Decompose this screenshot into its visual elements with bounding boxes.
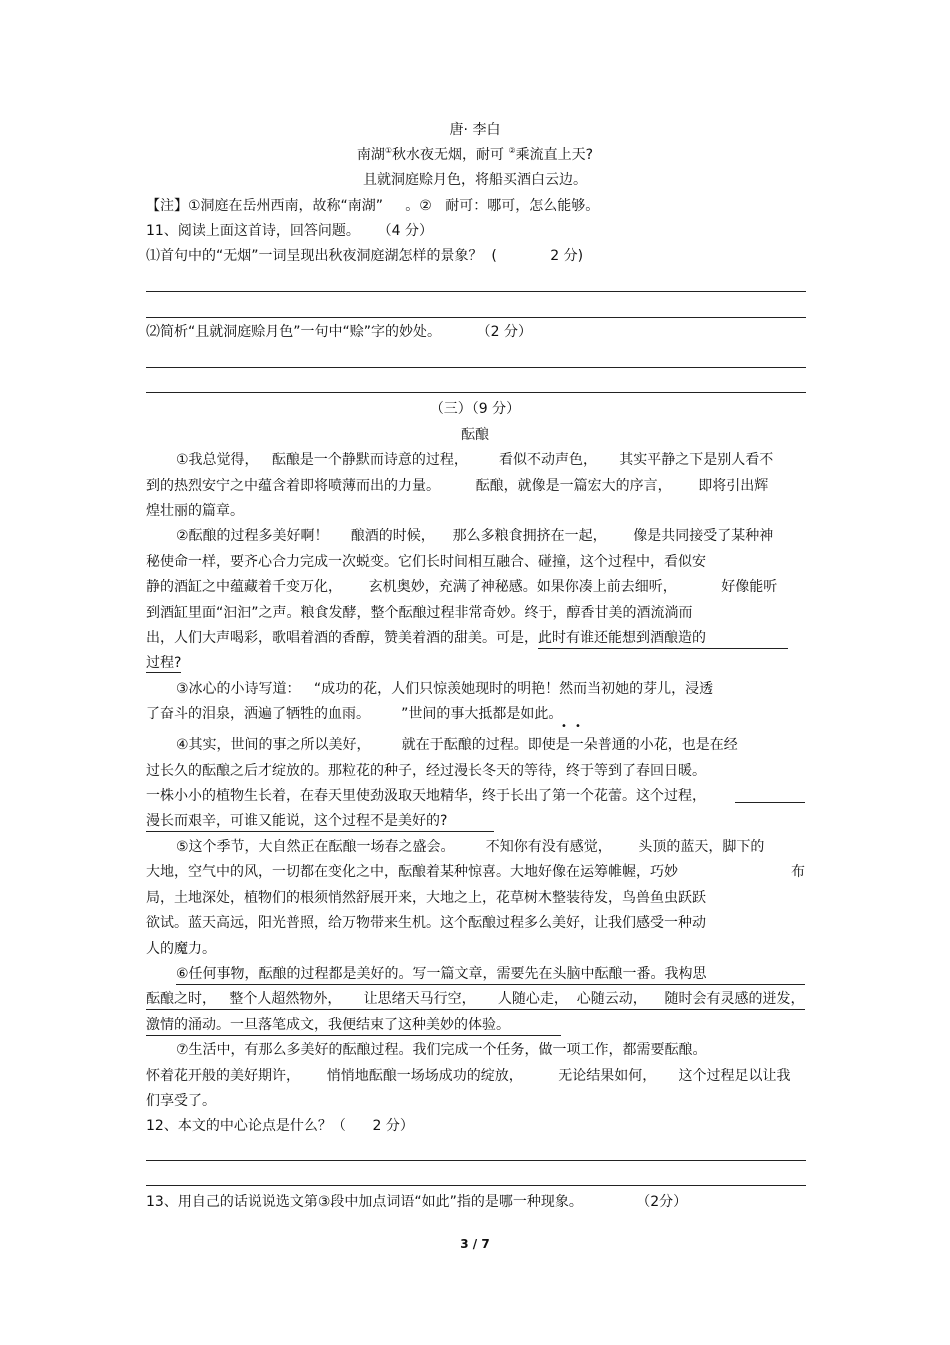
essay-line: [146, 654, 181, 672]
essay-line: ⑦生活中，有那么多美好的酝酿过程。我们完成一个任务，做一项工作，都需要酝酿。: [176, 1042, 707, 1058]
underlined-phrase: 酝酿之时， 整个人超然物外， 让思绪天马行空， 人随心走， 心随云动， 随时会有灵感的迸发，: [146, 990, 805, 1010]
emphasis-dot: •: [575, 721, 581, 732]
section-heading: （三）（9 分）: [429, 401, 521, 417]
essay-line: 到的热烈安宁之中蕴含着即将喷薄而出的力量。 酝酿，就像是一篇宏大的序言， 即将引出辉: [146, 478, 769, 494]
essay-line: 们享受了。: [146, 1093, 216, 1109]
answer-line[interactable]: [146, 317, 806, 318]
q12-stem: 12、本文的中心论点是什么？（ 2 分）: [146, 1118, 414, 1134]
essay-line: [176, 965, 805, 985]
dotted-phrase-ruci: 如此: [520, 706, 549, 722]
essay-line: ①我总觉得， 酝酿是一个静默而诗意的过程， 看似不动声色， 其实平静之下是别人看不: [176, 452, 774, 468]
essay-line: 一株小小的植物生长着，在春天里使劲汲取天地精华，终于长出了第一个花蕾。这个过程，: [146, 788, 706, 804]
essay-line: [146, 1016, 561, 1036]
q13-stem: 13、用自己的话说说选文第③段中加点词语“如此”指的是哪一种现象。 （2分）: [146, 1194, 688, 1210]
answer-line[interactable]: [146, 367, 806, 368]
poem-note: 【注】①洞庭在岳州西南，故称“南湖” 。② 耐可：哪可，怎么能够。: [146, 198, 600, 214]
essay-line: 怀着花开般的美好期许， 悄悄地酝酿一场场成功的绽放， 无论结果如何， 这个过程足以让我: [146, 1068, 791, 1084]
page-number: 3 / 7: [460, 1237, 490, 1251]
q11-sub1: ⑴首句中的“无烟”一词呈现出秋夜洞庭湖怎样的景象？ ( 2 分): [146, 248, 584, 264]
essay-title: 酝酿: [461, 427, 489, 443]
essay-line: 出，人们大声喝彩，歌唱着酒的香醇，赞美着酒的甜美。可是，此时有谁还能想到酒酿造的: [146, 629, 788, 649]
emphasis-dot: •: [561, 721, 567, 732]
answer-line[interactable]: [146, 392, 806, 393]
essay-line: ③冰心的小诗写道： “成功的花，人们只惊羡她现时的明艳！然而当初她的芽儿，浸透: [176, 681, 714, 697]
poem-line-1: 南湖①秋水夜无烟，耐可 ②乘流直上天?: [356, 146, 594, 163]
underlined-phrase: 过程?: [146, 655, 182, 671]
essay-line: [146, 990, 805, 1010]
essay-line: 了奋斗的泪泉，洒遍了牺牲的血雨。 ”世间的事大抵都是如此。: [146, 706, 563, 722]
underlined-phrase: 漫长而艰辛，可谁又能说，这个过程不是美好的?: [146, 812, 494, 832]
essay-line: 布: [791, 864, 805, 880]
answer-line[interactable]: [146, 1185, 806, 1186]
essay-line: 欲试。蓝天高远，阳光普照，给万物带来生机。这个酝酿过程多么美好，让我们感受一种动: [146, 915, 706, 931]
essay-line: 人的魔力。: [146, 941, 216, 957]
essay-line: 到酒缸里面“汩汩”之声。粮食发酵，整个酝酿过程非常奇妙。终于，醇香甘美的酒流淌而: [146, 605, 693, 621]
underline-segment: [735, 802, 805, 803]
answer-line[interactable]: [146, 1160, 806, 1161]
essay-line: 秘使命一样，要齐心合力完成一次蜕变。它们长时间相互融合、碰撞，这个过程中，看似安: [146, 554, 706, 570]
underlined-phrase: ⑥任何事物，酝酿的过程都是美好的。写一篇文章，需要先在头脑中酝酿一番。我构思: [176, 965, 805, 985]
underlined-phrase: 激情的涌动。一旦落笔成文，我便结束了这种美妙的体验。: [146, 1016, 561, 1036]
answer-line[interactable]: [146, 291, 806, 292]
poem-line-2: 且就洞庭赊月色，将船买酒白云边。: [363, 172, 587, 188]
essay-line: 大地，空气中的风，一切都在变化之中，酝酿着某种惊喜。大地好像在运筹帷幄，巧妙: [146, 864, 678, 880]
essay-line: 过长久的酝酿之后才绽放的。那粒花的种子，经过漫长冬天的等待，终于等到了春回日暖。: [146, 763, 706, 779]
underlined-phrase: 此时有谁还能想到酒酿造的: [538, 629, 788, 649]
essay-line: ⑤这个季节，大自然正在酝酿一场春之盛会。 不知你有没有感觉， 头顶的蓝天，脚下的: [176, 839, 765, 855]
poem-author: 唐· 李白: [449, 122, 501, 138]
q11-stem: 11、阅读上面这首诗，回答问题。 （4 分）: [146, 223, 433, 239]
essay-line: 局，土地深处，植物们的根须悄然舒展开来，大地之上，花草树木整装待发，鸟兽鱼虫跃跃: [146, 890, 706, 906]
essay-line: 煌壮丽的篇章。: [146, 503, 244, 519]
essay-line: 静的酒缸之中蕴藏着千变万化， 玄机奥妙，充满了神秘感。如果你凑上前去细听， 好像能听: [146, 579, 778, 595]
q11-sub2: ⑵简析“且就洞庭赊月色”一句中“赊”字的妙处。 （2 分）: [146, 324, 532, 340]
essay-line: ④其实，世间的事之所以美好， 就在于酝酿的过程。即使是一朵普通的小花，也是在经: [176, 737, 738, 753]
essay-line: ②酝酿的过程多美好啊！ 酿酒的时候， 那么多粮食拥挤在一起， 像是共同接受了某种神: [176, 528, 774, 544]
essay-line: [146, 812, 494, 832]
